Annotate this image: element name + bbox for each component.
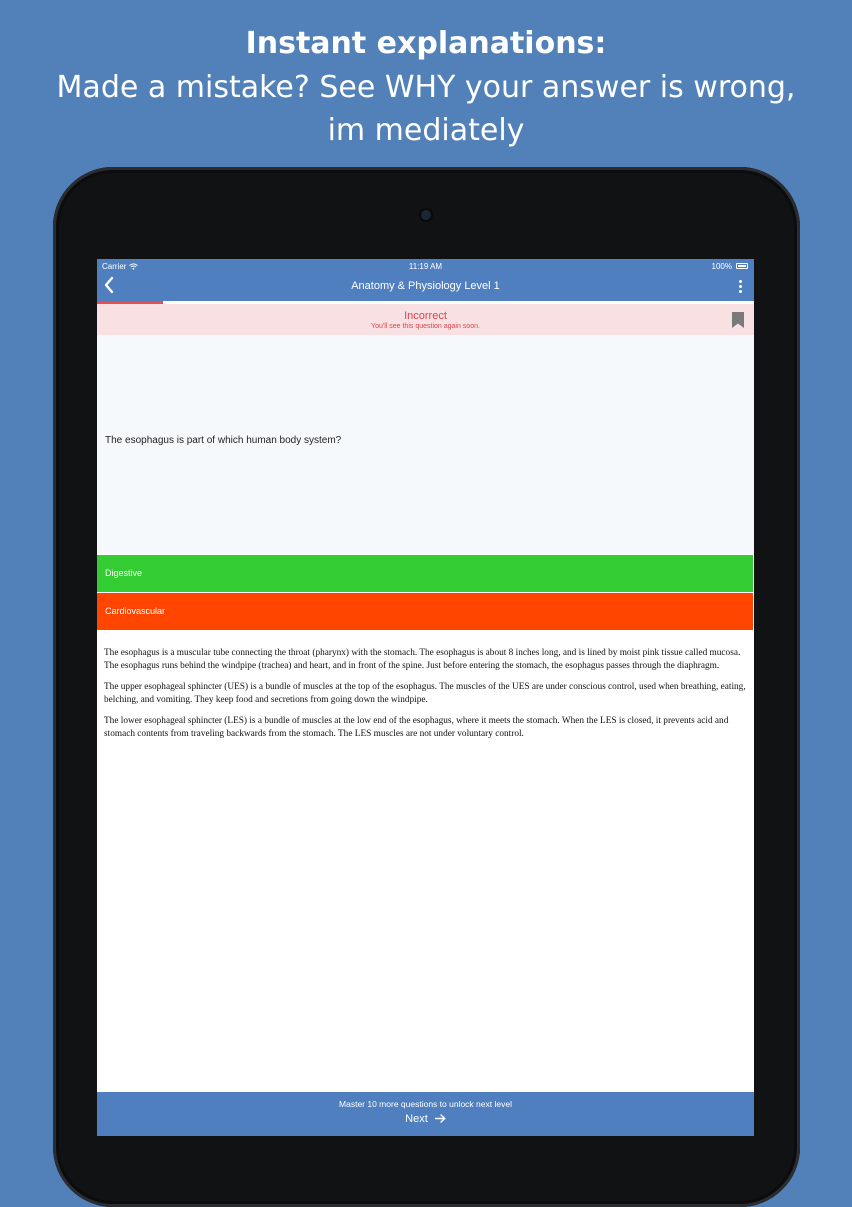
unlock-message: Master 10 more questions to unlock next level bbox=[339, 1099, 512, 1109]
explanation-paragraph: The upper esophageal sphincter (UES) is a bundle of muscles at the top of the esophagus. The muscles of the UES are under conscious control, used when breathing, eating, belching, and vomiting. They keep food and secretions from going down the windpipe. bbox=[104, 682, 746, 705]
app-screen bbox=[97, 259, 754, 1136]
more-options-button[interactable] bbox=[736, 278, 744, 296]
battery-icon bbox=[736, 263, 748, 269]
explanation-paragraph: The lower esophageal sphincter (LES) is a bundle of muscles at the low end of the esophagus, where it meets the stomach. When the LES is closed, it prevents acid and stomach contents from traveling backwards from the stomach. The LES muscles are not under voluntary control. bbox=[104, 716, 729, 739]
promo-title: Instant explanations: bbox=[245, 26, 607, 61]
promo-header bbox=[0, 22, 852, 152]
feedback-subtitle: You'll see this question again soon. bbox=[371, 323, 480, 330]
status-bar bbox=[97, 259, 754, 274]
promo-subtitle-line-1: Made a mistake? See WHY your answer is wrong, bbox=[56, 70, 796, 105]
arrow-right-icon bbox=[435, 1114, 446, 1123]
question-text: The esophagus is part of which human body system? bbox=[105, 435, 342, 446]
more-vertical-icon bbox=[736, 280, 744, 293]
explanation-text bbox=[104, 647, 749, 749]
status-time: 11:19 AM bbox=[408, 262, 443, 271]
promo-subtitle-line-2: im mediately bbox=[327, 113, 525, 148]
camera-icon bbox=[421, 210, 431, 220]
explanation-paragraph: The esophagus is a muscular tube connecting the throat (pharynx) with the stomach. The esophagus is about 8 inches long, and is lined by moist pink tissue called mucosa. The esophagus runs behind the windpipe (trachea) and heart, and in front of the spine. Just before entering the stomach, the esophagus passes through the diaphragm. bbox=[104, 648, 741, 671]
answer-option-digestive[interactable]: Digestive bbox=[97, 555, 753, 592]
question-card bbox=[97, 335, 754, 554]
bookmark-icon[interactable] bbox=[732, 312, 744, 328]
feedback-banner bbox=[97, 304, 754, 335]
page-title: Anatomy & Physiology Level 1 bbox=[351, 280, 500, 292]
bottom-bar bbox=[97, 1092, 754, 1136]
answer-option-cardiovascular[interactable]: Cardiovascular bbox=[97, 593, 753, 630]
status-carrier: Carrier bbox=[102, 262, 138, 271]
status-battery-percent: 100% bbox=[711, 262, 732, 271]
feedback-title: Incorrect bbox=[404, 310, 447, 322]
next-label: Next bbox=[405, 1113, 428, 1125]
nav-bar bbox=[97, 274, 754, 301]
next-button[interactable] bbox=[405, 1113, 446, 1125]
